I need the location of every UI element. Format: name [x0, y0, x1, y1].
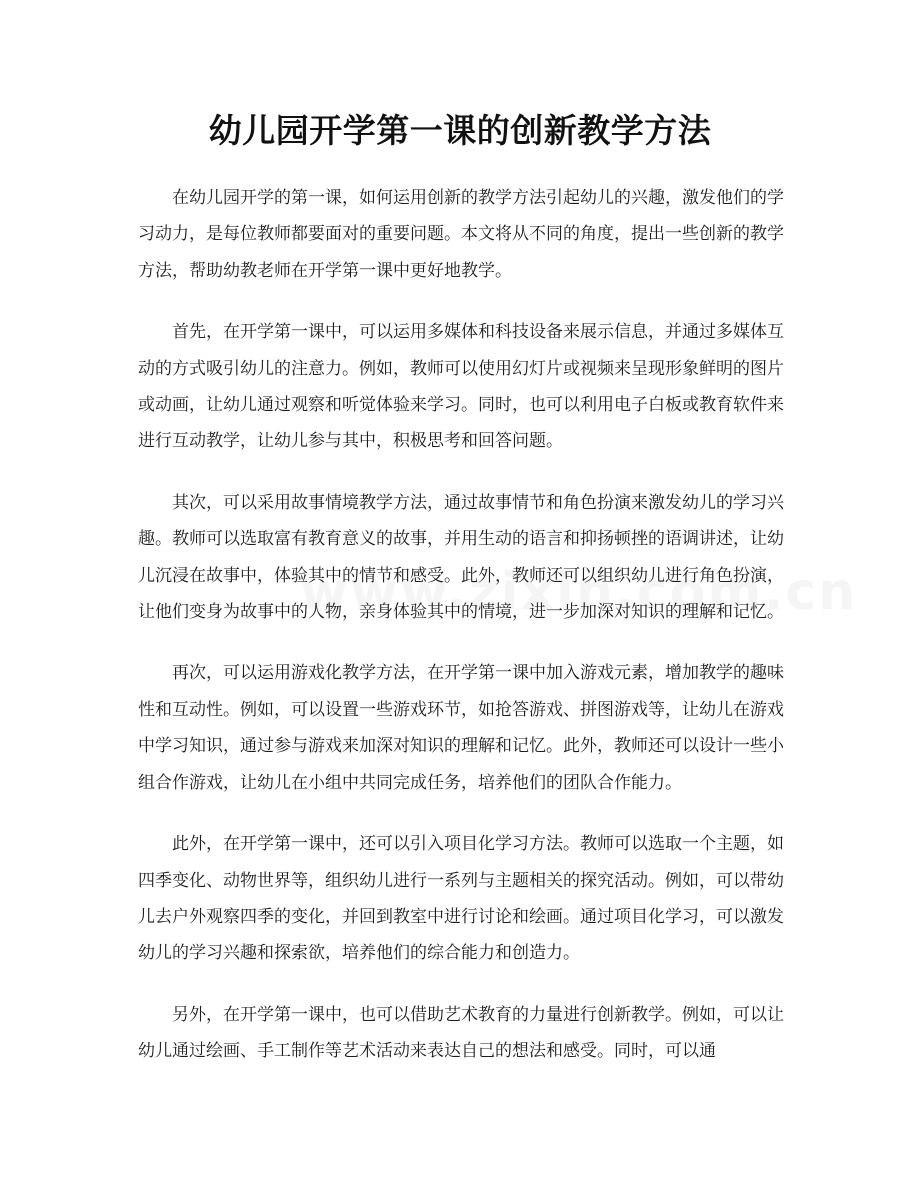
paragraph-4: 再次，可以运用游戏化教学方法，在开学第一课中加入游戏元素，增加教学的趣味性和互动性。例如，可以设置一些游戏环节，如抢答游戏、拼图游戏等，让幼儿在游戏中学习知识，通过参与游戏来加深对知识的理解和记忆。此外，教师还可以设计一些小组合作游戏，让幼儿在小组中共同完成任务，培养他们的团队合作能力。 [138, 663, 784, 793]
paragraph-1: 在幼儿园开学的第一课，如何运用创新的教学方法引起幼儿的兴趣，激发他们的学习动力，是每位教师都要面对的重要问题。本文将从不同的角度，提出一些创新的教学方法，帮助幼教老师在开学第一课中更好地教学。 [138, 188, 784, 281]
paragraph-3: 其次，可以采用故事情境教学方法，通过故事情节和角色扮演来激发幼儿的学习兴趣。教师可以选取富有教育意义的故事，并用生动的语言和抑扬顿挫的语调讲述，让幼儿沉浸在故事中，体验其中的情节和感受。此外，教师还可以组织幼儿进行角色扮演，让他们变身为故事中的人物，亲身体验其中的情境，进一步加深对知识的理解和记忆。 [138, 492, 784, 623]
page-title: 幼儿园开学第一课的创新教学方法 [208, 111, 712, 150]
document-body [138, 180, 784, 1095]
paragraph-2: 首先，在开学第一课中，可以运用多媒体和科技设备来展示信息，并通过多媒体互动的方式吸引幼儿的注意力。例如，教师可以使用幻灯片或视频来呈现形象鲜明的图片或动画，让幼儿通过观察和听觉体验来学习。同时，也可以利用电子白板或教育软件来进行互动教学，让幼儿参与其中，积极思考和回答问题。 [138, 322, 784, 452]
paragraph-5: 此外，在开学第一课中，还可以引入项目化学习方法。教师可以选取一个主题，如四季变化、动物世界等，组织幼儿进行一系列与主题相关的探究活动。例如，可以带幼儿去户外观察四季的变化，并回到教室中进行讨论和绘画。通过项目化学习，可以激发幼儿的学习兴趣和探索欲，培养他们的综合能力和创造力。 [138, 834, 784, 964]
paragraph-6: 另外，在开学第一课中，也可以借助艺术教育的力量进行创新教学。例如，可以让幼儿通过绘画、手工制作等艺术活动来表达自己的想法和感受。同时，可以通 [138, 1004, 784, 1062]
